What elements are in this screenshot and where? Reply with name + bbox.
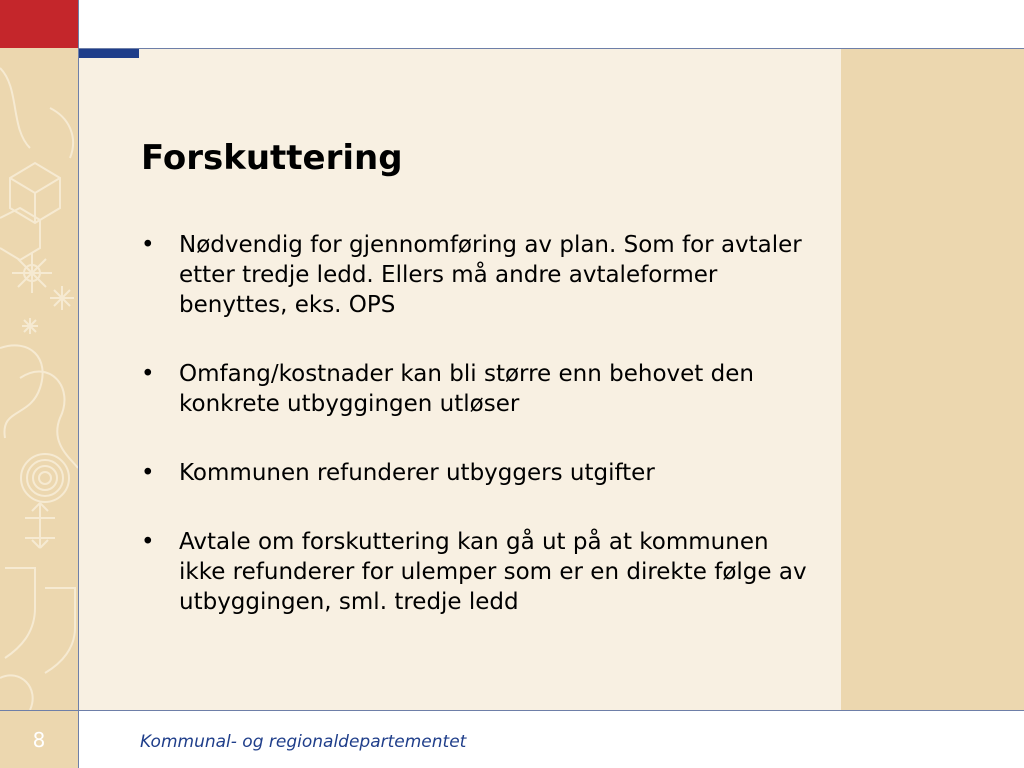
decorative-ornament-strip [0,48,78,710]
bullet-dot-icon: • [141,460,155,486]
bullet-text: Kommunen refunderer utbyggers utgifter [179,460,655,486]
blue-accent-bar [79,49,139,58]
bullet-list [141,230,821,656]
bullet-item [141,230,821,320]
red-corner-block [0,0,78,48]
slide-title: Forskuttering [141,138,403,178]
page-number: 8 [32,728,46,752]
bullet-dot-icon: • [141,361,155,387]
bullet-text: Omfang/kostnader kan bli større enn behovet den konkrete utbyggingen utløser [179,361,754,417]
bullet-dot-icon: • [141,232,155,258]
bottom-divider [0,710,1024,711]
bullet-text: Avtale om forskuttering kan gå ut på at kommunen ikke refunderer for ulemper som er en direkte følge av utbyggingen, sml. tredje ledd [179,529,807,615]
bullet-item [141,527,821,617]
bullet-item [141,458,821,488]
footer-organization: Kommunal- og regionaldepartementet [140,732,467,752]
right-side-panel [841,49,1024,710]
bullet-item [141,359,821,419]
ornament-pattern-icon [0,48,78,710]
bullet-dot-icon: • [141,529,155,555]
bullet-text: Nødvendig for gjennomføring av plan. Som for avtaler etter tredje ledd. Ellers må andre avtaleformer benyttes, eks. OPS [179,232,802,318]
